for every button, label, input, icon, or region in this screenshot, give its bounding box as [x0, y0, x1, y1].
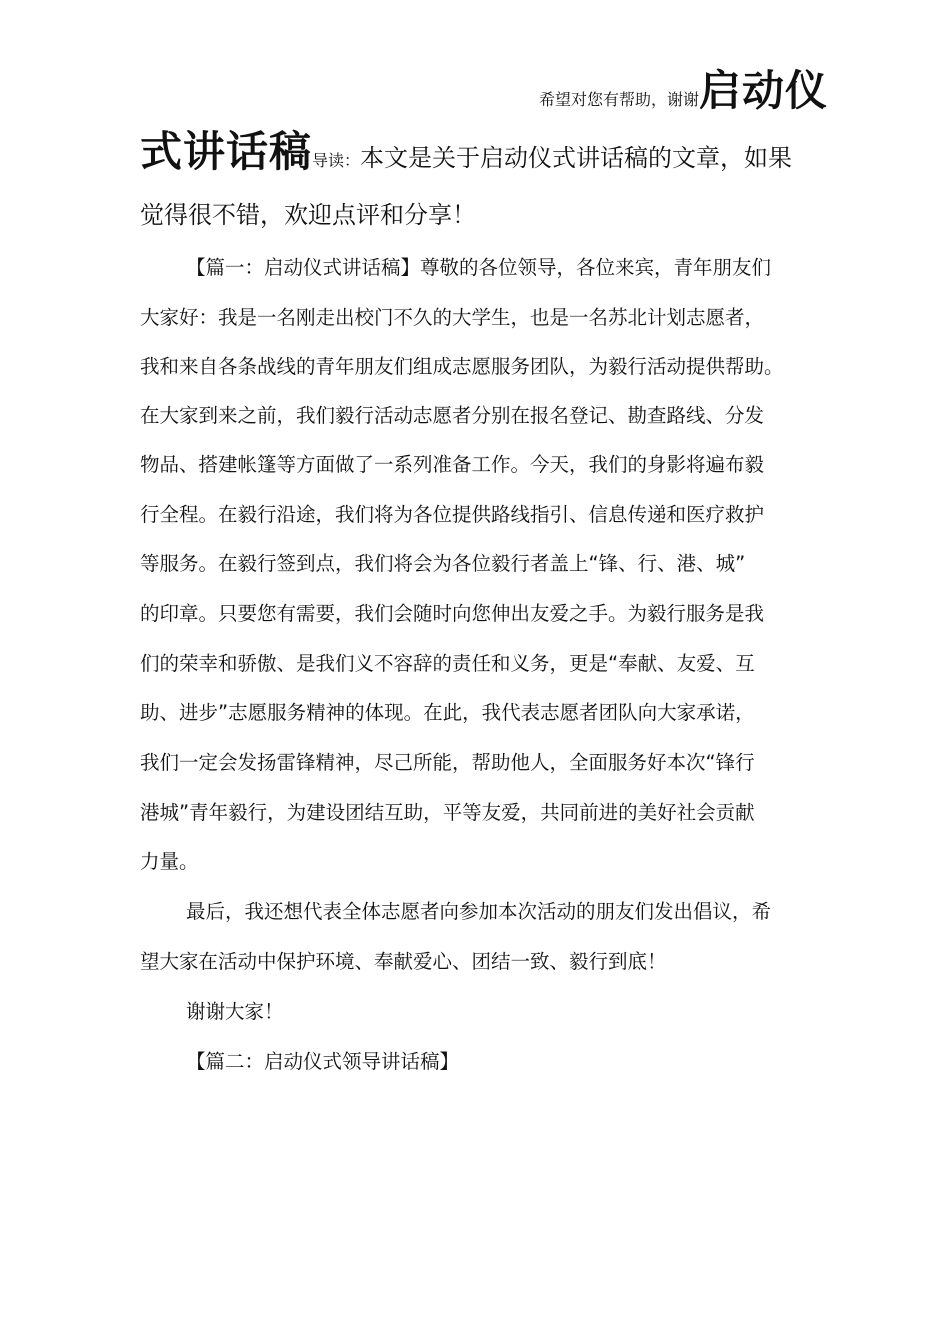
body-line: 我和来自各条战线的青年朋友们组成志愿服务团队，为毅行活动提供帮助。 — [140, 355, 784, 378]
body-line: 力量。 — [140, 850, 199, 873]
title-intro-line — [140, 119, 792, 179]
body-line: 大家好：我是一名刚走出校门不久的大学生，也是一名苏北计划志愿者， — [140, 306, 765, 329]
body-line: 们的荣幸和骄傲、是我们义不容辞的责任和义务，更是“奉献、友爱、互 — [140, 652, 755, 675]
document-title-part1: 启动仪 — [698, 66, 828, 115]
body-line: 行全程。在毅行沿途，我们将为各位提供路线指引、信息传递和医疗救护 — [140, 503, 765, 526]
body-line: 谢谢大家！ — [186, 1000, 284, 1023]
body-line: 望大家在活动中保护环境、奉献爱心、团结一致、毅行到底！ — [140, 950, 667, 973]
body-line: 物品、搭建帐篷等方面做了一系列准备工作。今天，我们的身影将遍布毅 — [140, 453, 765, 476]
header-note: 希望对您有帮助，谢谢 — [538, 90, 699, 109]
body-line: 港城”青年毅行，为建设团结互助，平等友爱，共同前进的美好社会贡献 — [140, 801, 755, 824]
body-line: 我们一定会发扬雷锋精神，尽己所能，帮助他人，全面服务好本次“锋行 — [140, 751, 755, 774]
body-line: 在大家到来之前，我们毅行活动志愿者分别在报名登记、勘查路线、分发 — [140, 404, 765, 427]
body-line: 【篇一：启动仪式讲话稿】尊敬的各位领导，各位来宾，青年朋友们 — [186, 256, 772, 279]
body-line: 等服务。在毅行签到点，我们将会为各位毅行者盖上“锋、行、港、城” — [140, 552, 746, 575]
body-line: 的印章。只要您有需要，我们会随时向您伸出友爱之手。为毅行服务是我 — [140, 602, 765, 625]
document-title-part2: 式讲话稿 — [140, 127, 313, 176]
section-heading: 【篇二：启动仪式领导讲话稿】 — [186, 1050, 460, 1073]
intro-text: 本文是关于启动仪式讲话稿的文章，如果 — [360, 144, 793, 172]
body-line: 最后，我还想代表全体志愿者向参加本次活动的朋友们发出倡议，希 — [186, 900, 772, 923]
header-line — [140, 58, 828, 118]
intro-text-continued: 觉得很不错，欢迎点评和分享！ — [140, 201, 476, 229]
body-line: 助、进步”志愿服务精神的体现。在此，我代表志愿者团队向大家承诺， — [140, 701, 755, 724]
intro-label: 导读： — [312, 151, 361, 170]
